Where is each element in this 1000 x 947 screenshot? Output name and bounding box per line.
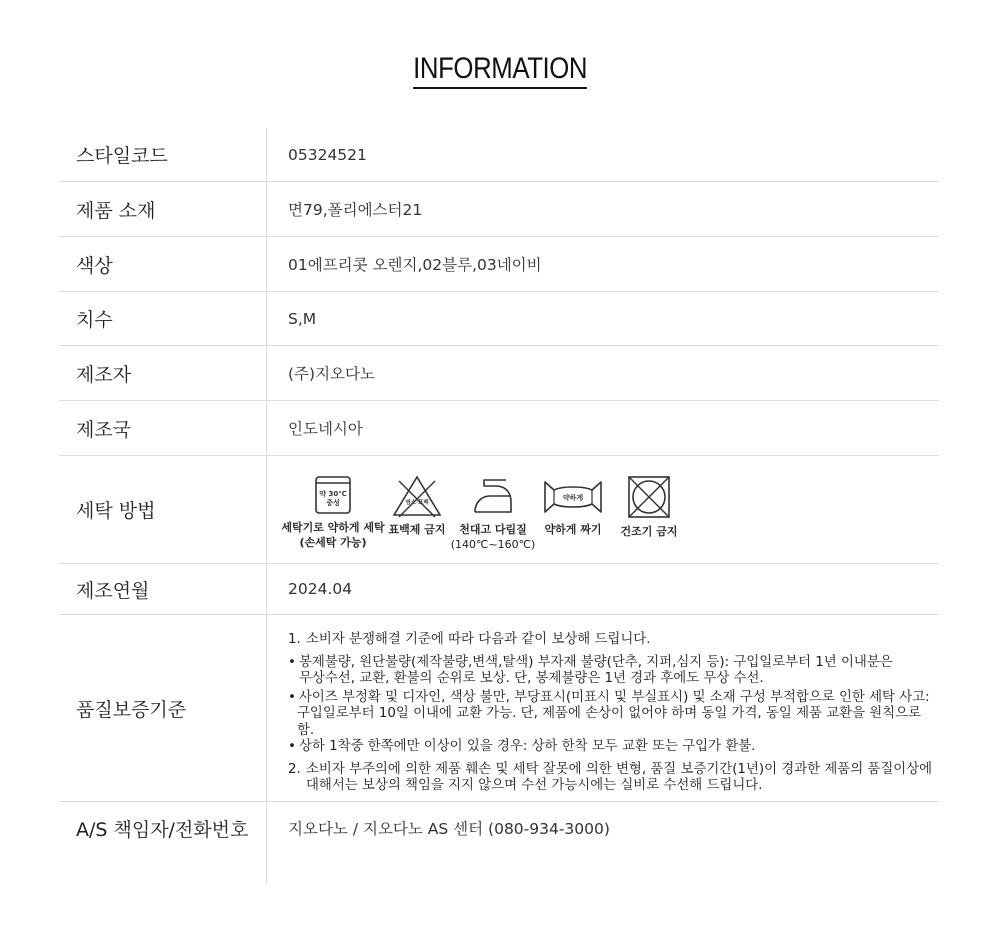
quality-bullet-3: • 상하 1착중 한쪽에만 이상이 있을 경우: 상하 한착 모두 교환 또는 구입가 환불. [288, 739, 756, 754]
wash-label-3b: (140℃~160℃) [450, 538, 536, 551]
row-manufacturer [59, 346, 939, 401]
row-manufactured-date [59, 564, 939, 615]
wash-label-3: 천대고 다림질 [459, 523, 527, 536]
wash-label-1: 세탁기로 약하게 세탁 [281, 521, 385, 534]
quality-bullet-2: • 사이즈 부정확 및 디자인, 색상 불만, 부당표시(미표시 및 부실표시) 및 소재 구성 부적합으로 인한 세탁 사고: 구입일로부터 10일 이내에 교환 가능. 단, 제품에 손상이 없어야 하며 동일 가격, 동일 제품 교환을 원칙으로 함. [288, 689, 930, 738]
label-manufactured-date: 제조연월 [59, 564, 267, 614]
wash-item-dry [609, 474, 689, 552]
value-country: 인도네시아 [288, 420, 363, 438]
wash-icons [281, 474, 689, 552]
row-wash [59, 456, 939, 564]
info-table [59, 128, 939, 884]
label-color: 색상 [59, 237, 267, 291]
svg-text:약 30℃: 약 30℃ [319, 490, 347, 498]
svg-text:중성: 중성 [326, 499, 340, 507]
value-style-code: 05324521 [288, 145, 367, 164]
no-bleach-icon [391, 474, 443, 518]
label-material: 제품 소재 [59, 182, 267, 236]
svg-text:염소·표백: 염소·표백 [405, 500, 429, 506]
wash-label-5: 건조기 금지 [620, 525, 678, 538]
label-size: 치수 [59, 292, 267, 345]
page-title: INFORMATION [413, 52, 587, 89]
row-material [59, 182, 939, 237]
value-wash [267, 456, 939, 563]
row-as-contact [59, 802, 939, 884]
value-manufacturer: (주)지오다노 [288, 365, 375, 383]
value-manufactured-date: 2024.04 [288, 580, 353, 598]
value-size: S,M [288, 309, 317, 328]
no-tumble-dry-icon [626, 474, 672, 520]
value-as-contact: 지오다노 / 지오다노 AS 센터 (080-934-3000) [288, 820, 610, 838]
quality-item-2: 2. 소비자 부주의에 의한 제품 훼손 및 세탁 잘못에 의한 변형, 품질 보증기간(1년)이 경과한 제품의 품질이상에 대해서는 보상의 책임을 지지 않으며 수선 가능시에는 실비로 수선해 드립니다. [288, 761, 933, 793]
wash-label-1b: (손세탁 가능) [299, 536, 367, 549]
value-material: 면79,폴리에스터21 [288, 201, 423, 219]
svg-text:약하게: 약하게 [562, 494, 584, 502]
row-quality [59, 615, 939, 802]
label-wash: 세탁 방법 [59, 456, 267, 563]
row-style-code [59, 128, 939, 182]
row-country [59, 401, 939, 456]
page-title-wrap [0, 52, 1000, 89]
label-style-code: 스타일코드 [59, 128, 267, 181]
value-quality [267, 615, 939, 801]
wash-item-wring [537, 474, 609, 552]
wash-item-bleach [385, 474, 449, 552]
label-quality: 품질보증기준 [59, 615, 267, 801]
label-country: 제조국 [59, 401, 267, 455]
quality-bullet-1: • 봉제불량, 원단불량(제작불량,변색,탈색) 부자재 불량(단추, 지퍼,심지 등): 구입일로부터 1년 이내분은 무상수선, 교환, 환불의 순위로 보상. 단, 봉제불량은 1년 경과 후에도 무상 수선. [288, 654, 893, 686]
label-manufacturer: 제조자 [59, 346, 267, 400]
quality-item-1: 1. 소비자 분쟁해결 기준에 따라 다음과 같이 보상해 드립니다. [288, 632, 651, 647]
wash-label-4: 약하게 짜기 [544, 523, 602, 536]
row-color [59, 237, 939, 292]
wash-item-iron [449, 474, 537, 552]
wring-gently-icon [542, 474, 604, 518]
label-as-contact: A/S 책임자/전화번호 [59, 802, 267, 884]
washing-icon [313, 474, 353, 516]
wash-label-2: 표백제 금지 [388, 523, 446, 536]
iron-icon [470, 474, 516, 518]
value-color: 01에프리콧 오렌지,02블루,03네이비 [288, 256, 542, 274]
wash-item-machine [281, 474, 385, 552]
row-size [59, 292, 939, 346]
